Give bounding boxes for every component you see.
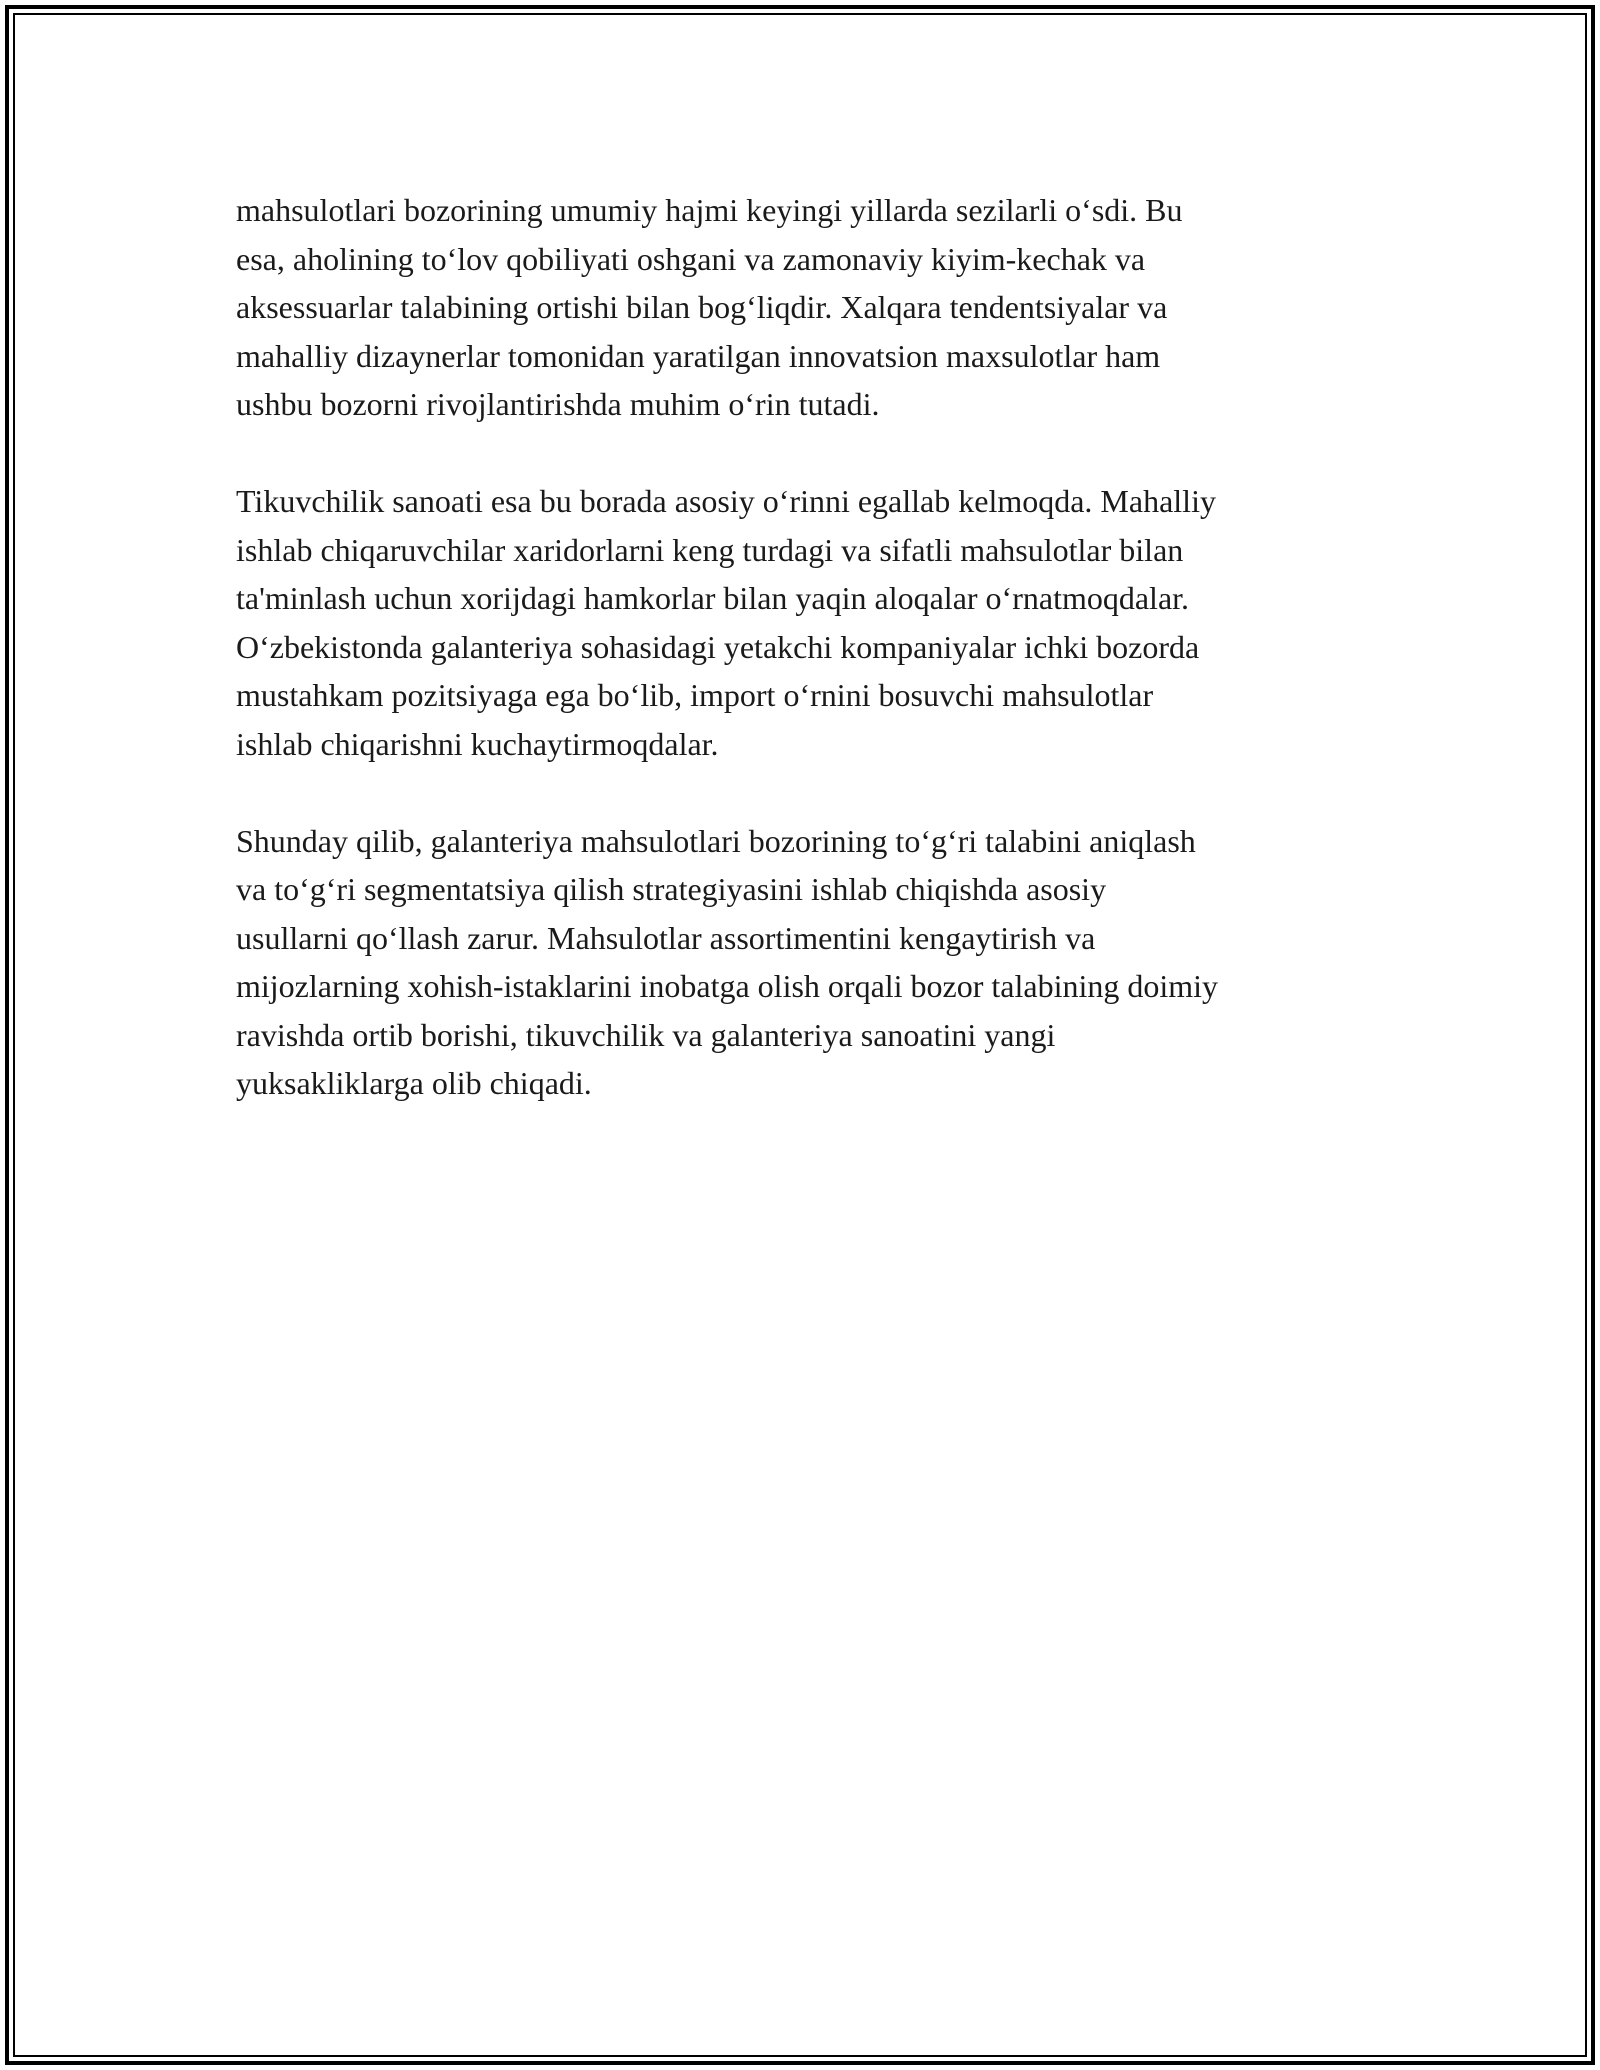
document-body	[236, 186, 1416, 1156]
text-line: mustahkam pozitsiyaga ega boʻlib, import oʻrnini bosuvchi mahsulotlar	[236, 677, 1154, 713]
text-line: esa, aholining toʻlov qobiliyati oshgani va zamonaviy kiyim-kechak va	[236, 240, 1146, 277]
text-line: mahalliy dizaynerlar tomonidan yaratilgan innovatsion maxsulotlar ham	[236, 337, 1161, 374]
text-line: usullarni qoʻllash zarur. Mahsulotlar assortimentini kengaytirish va	[236, 919, 1096, 956]
text-line: Shunday qilib, galanteriya mahsulotlari bozorining toʻgʻri talabini aniqlash	[236, 822, 1196, 859]
paragraph-3	[236, 817, 1416, 1108]
paragraph-1	[236, 186, 1416, 429]
text-line: Oʻzbekistonda galanteriya sohasidagi yetakchi kompaniyalar ichki bozorda	[236, 628, 1200, 665]
text-line: mijozlarning xohish-istaklarini inobatga olish orqali bozor talabining doimiy	[236, 968, 1219, 1004]
text-line: aksessuarlar talabining ortishi bilan bogʻliqdir. Xalqara tendentsiyalar va	[236, 289, 1168, 325]
text-line: mahsulotlari bozorining umumiy hajmi keyingi yillarda sezilarli oʻsdi. Bu	[236, 192, 1183, 228]
paragraph-2	[236, 477, 1416, 768]
text-line: ushbu bozorni rivojlantirishda muhim oʻrin tutadi.	[236, 386, 880, 422]
text-line: ishlab chiqaruvchilar xaridorlarni keng turdagi va sifatli mahsulotlar bilan	[236, 531, 1184, 568]
text-line: va toʻgʻri segmentatsiya qilish strategiyasini ishlab chiqishda asosiy	[236, 871, 1107, 907]
text-line: Tikuvchilik sanoati esa bu borada asosiy oʻrinni egallab kelmoqda. Mahalliy	[236, 483, 1216, 519]
text-line: yuksakliklarga olib chiqadi.	[236, 1065, 592, 1101]
text-line: ta'minlash uchun xorijdagi hamkorlar bilan yaqin aloqalar oʻrnatmoqdalar.	[236, 580, 1190, 616]
text-line: ravishda ortib borishi, tikuvchilik va galanteriya sanoatini yangi	[236, 1016, 1056, 1053]
text-line: ishlab chiqarishni kuchaytirmoqdalar.	[236, 725, 719, 762]
